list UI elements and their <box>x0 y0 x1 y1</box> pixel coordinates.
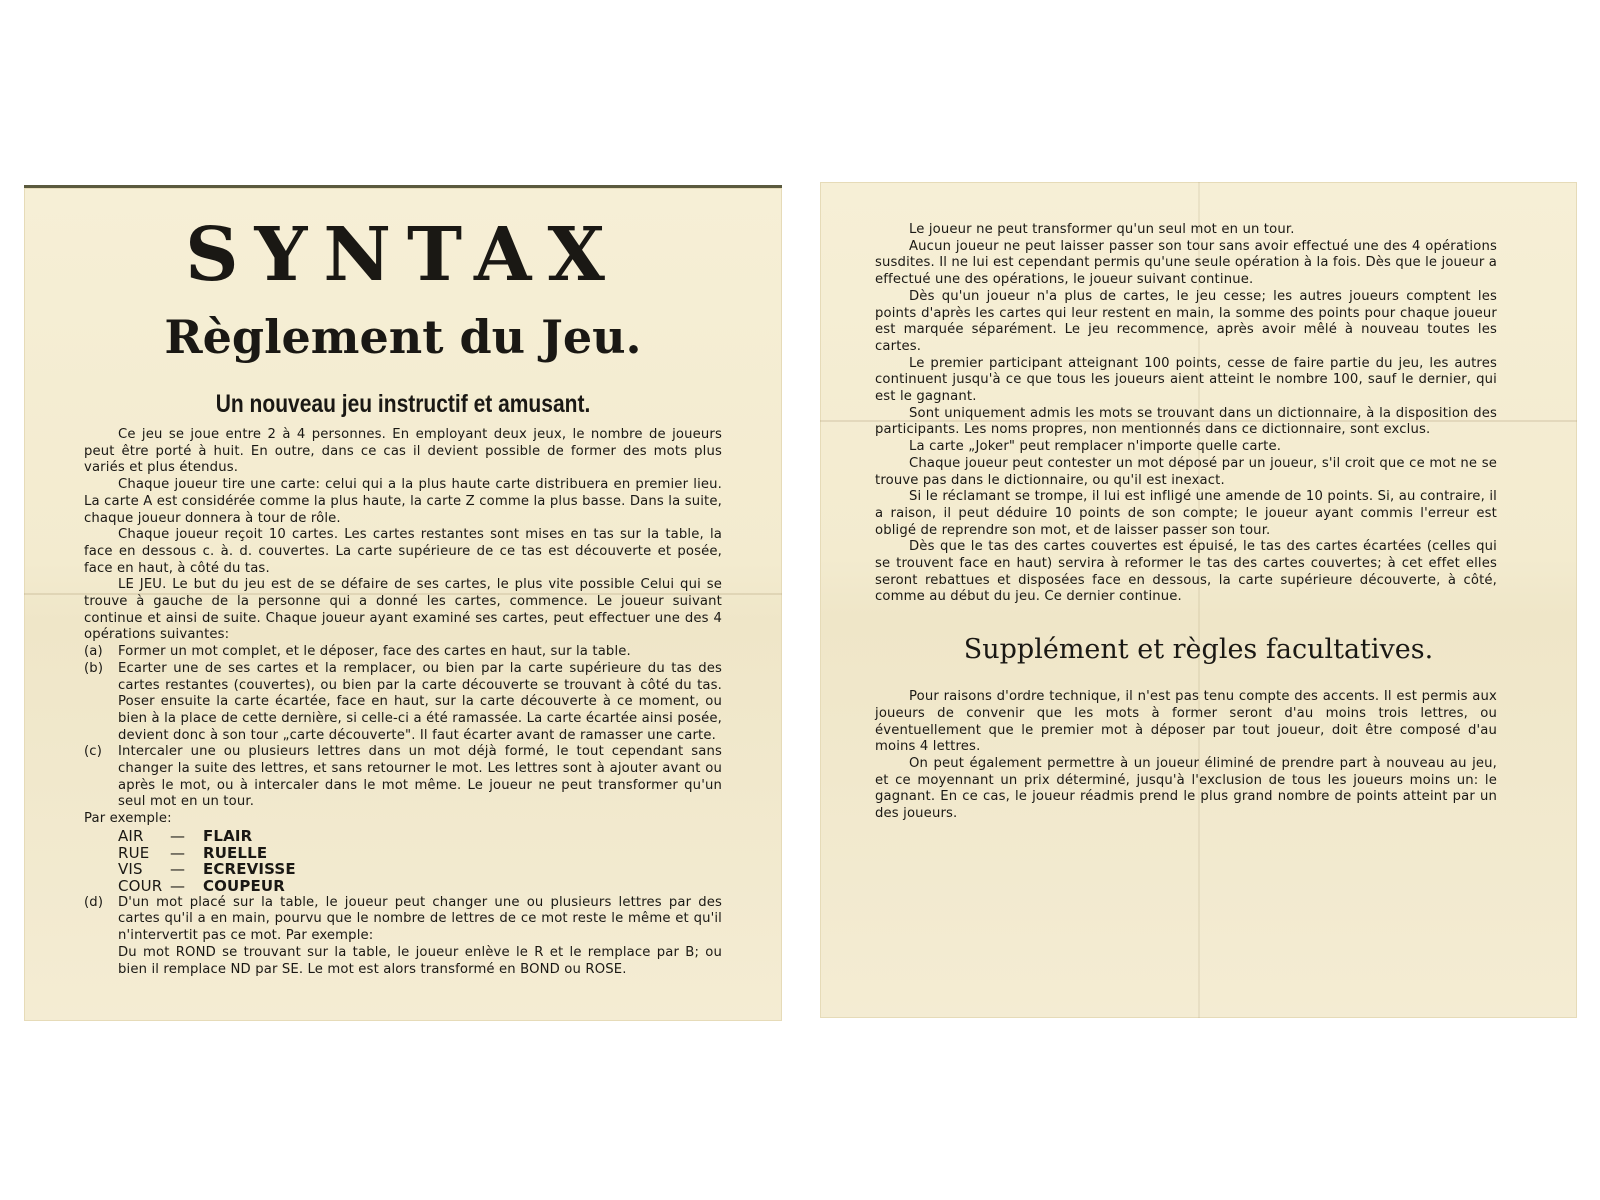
tagline: Un nouveau jeu instructif et amusant. <box>215 390 591 418</box>
rule-item-b <box>84 661 722 745</box>
example-result: RUELLE <box>203 843 268 862</box>
paragraph: Si le réclamant se trompe, il lui est infligé une amende de 10 points. Si, au contraire, il a raison, il peut déduire 10 points de son compte; le joueur ayant commis l'erreur est obligé de reprendre son mot, et de laisser passer son tour. <box>875 489 1497 538</box>
supplement-body <box>875 689 1497 823</box>
item-label: (d) <box>84 894 104 910</box>
item-text: Ecarter une de ses cartes et la remplacer, ou bien par la carte supérieure du tas des cartes restantes (couvertes), ou bien par la carte découverte se trouvant à côté du tas. Poser ensuite la carte écartée, face en haut, sur la carte découverte à ce moment, ou bien à la place de cette dernière, si celle-ci a été ramassée. La carte écartée ainsi posée, devient donc à son tour „carte découverte". Il faut écarter avant de ramasser une carte. <box>118 660 722 743</box>
rule-item-d-example <box>84 945 722 978</box>
supplement-heading: Supplément et règles facultatives. <box>963 634 1434 666</box>
item-example: Du mot ROND se trouvant sur la table, le joueur enlève le R et le remplace par B; ou bien il remplace ND par SE. Le mot est alors transformé en BOND ou ROSE. <box>118 944 722 977</box>
paragraph: On peut également permettre à un joueur éliminé de prendre part à nouveau au jeu, et ce moyennant un prix déterminé, jusqu'à l'exclusion de tous les joueurs moins un: le gagnant. En ce cas, le joueur réadmis prend le plus grand nombre de points atteint par un des joueurs. <box>875 755 1497 822</box>
example-row <box>118 828 722 845</box>
example-intro: Par exemple: <box>84 811 172 827</box>
example-result: FLAIR <box>203 826 253 845</box>
paragraph: La carte „Joker" peut remplacer n'importe quelle carte. <box>909 439 1282 455</box>
example-word: RUE <box>118 843 150 862</box>
right-rules-page <box>820 182 1577 1018</box>
example-dash: — <box>170 843 186 862</box>
rules-body <box>84 427 722 978</box>
item-text: Intercaler une ou plusieurs lettres dans un mot déjà formé, le tout cependant sans changer la suite des lettres, et sans retourner le mot. Les lettres sont à ajouter avant ou après le mot, ou à intercaler dans le mot même. Le joueur ne peut transformer qu'un seul mot en un tour. <box>118 744 722 810</box>
item-text: Former un mot complet, et le déposer, face des cartes en haut, sur la table. <box>118 644 631 660</box>
example-dash: — <box>170 876 186 895</box>
paragraph: Chaque joueur tire une carte: celui qui a la plus haute carte distribuera en premier lieu. La carte A est considérée comme la plus haute, la carte Z comme la plus basse. Dans la suite, chaque joueur donnera à tour de rôle. <box>84 477 722 526</box>
example-result: ECREVISSE <box>203 860 296 879</box>
rule-item-a <box>84 644 722 661</box>
paragraph: Sont uniquement admis les mots se trouvant dans un dictionnaire, à la disposition des participants. Les noms propres, non mentionnés dans ce dictionnaire, sont exclus. <box>875 405 1497 438</box>
example-row <box>118 878 722 895</box>
paragraph: LE JEU. Le but du jeu est de se défaire de ses cartes, le plus vite possible Celui qui se trouve à gauche de la personne qui a donné les cartes, commence. Le joueur suivant continue et ainsi de suite. Chaque joueur ayant examiné ses cartes, peut effectuer une des 4 opérations suivantes: <box>84 577 722 643</box>
example-row <box>118 861 722 878</box>
paragraph: Chaque joueur peut contester un mot déposé par un joueur, s'il croit que ce mot ne se trouve pas dans le dictionnaire, ou qu'il est inexact. <box>875 455 1497 488</box>
paragraph: Dès que le tas des cartes couvertes est épuisé, le tas des cartes écartées (celles qui se trouvent face en haut) servira à reformer le tas des cartes couvertes; à cet effet elles seront rebattues et disposées face en dessous, la carte supérieure découverte, à côté, comme au début du jeu. Ce dernier continue. <box>875 539 1497 605</box>
example-dash: — <box>170 826 186 845</box>
left-rules-page <box>24 185 782 1021</box>
rules-continued <box>875 222 1497 606</box>
item-text: D'un mot placé sur la table, le joueur peut changer une ou plusieurs lettres par des cartes qu'il a en main, pourvu que le nombre de lettres de ce mot reste le même et qu'il n'intervertit pas ce mot. Par exemple: <box>118 894 722 944</box>
paragraph: Ce jeu se joue entre 2 à 4 personnes. En employant deux jeux, le nombre de joueurs peut être porté à huit. En outre, dans ce cas il devient possible de former des mots plus variés et plus étendus. <box>84 427 722 476</box>
rule-item-d <box>84 895 722 945</box>
example-word: VIS <box>118 860 143 879</box>
fold-line <box>1198 182 1200 1018</box>
game-title: SYNTAX <box>185 212 621 298</box>
paragraph: Le premier participant atteignant 100 points, cesse de faire partie du jeu, les autres continuent jusqu'à ce que tous les joueurs aient atteint le nombre 100, sauf le dernier, qui est le gagnant. <box>875 355 1497 405</box>
example-word: COUR <box>118 876 163 895</box>
paragraph: Chaque joueur reçoit 10 cartes. Les cartes restantes sont mises en tas sur la table, la face en dessous c. à. d. couvertes. La carte supérieure de ce tas est découverte et posée, face en haut, à côté du tas. <box>84 527 722 576</box>
example-row <box>118 845 722 862</box>
rule-item-c <box>84 744 722 811</box>
example-dash: — <box>170 860 186 879</box>
paragraph: Aucun joueur ne peut laisser passer son tour sans avoir effectué une des 4 opérations susdites. Il ne lui est cependant permis qu'une seule opération à la fois. Dès que le joueur a effectué une des opérations, le joueur suivant continue. <box>875 238 1497 288</box>
example-word: AIR <box>118 826 144 845</box>
rules-subtitle: Règlement du Jeu. <box>164 310 642 364</box>
paragraph: Pour raisons d'ordre technique, il n'est pas tenu compte des accents. Il est permis aux joueurs de convenir que les mots à former seront d'au moins trois lettres, ou éventuellement que le premier mot à déposer par tout joueur, doit être composé d'au moins 4 lettres. <box>875 689 1497 755</box>
item-label: (a) <box>84 644 103 660</box>
example-result: COUPEUR <box>203 876 285 895</box>
examples-list <box>118 828 722 895</box>
item-label: (c) <box>84 744 102 760</box>
item-label: (b) <box>84 660 104 676</box>
paragraph: Dès qu'un joueur n'a plus de cartes, le jeu cesse; les autres joueurs comptent les points d'après les cartes qui leur restent en main, la somme des points pour chaque joueur est marquée séparément. Le jeu recommence, après avoir mêlé à nouveau toutes les cartes. <box>875 288 1497 354</box>
paragraph: Le joueur ne peut transformer qu'un seul mot en un tour. <box>909 222 1295 237</box>
fold-line <box>24 593 782 595</box>
